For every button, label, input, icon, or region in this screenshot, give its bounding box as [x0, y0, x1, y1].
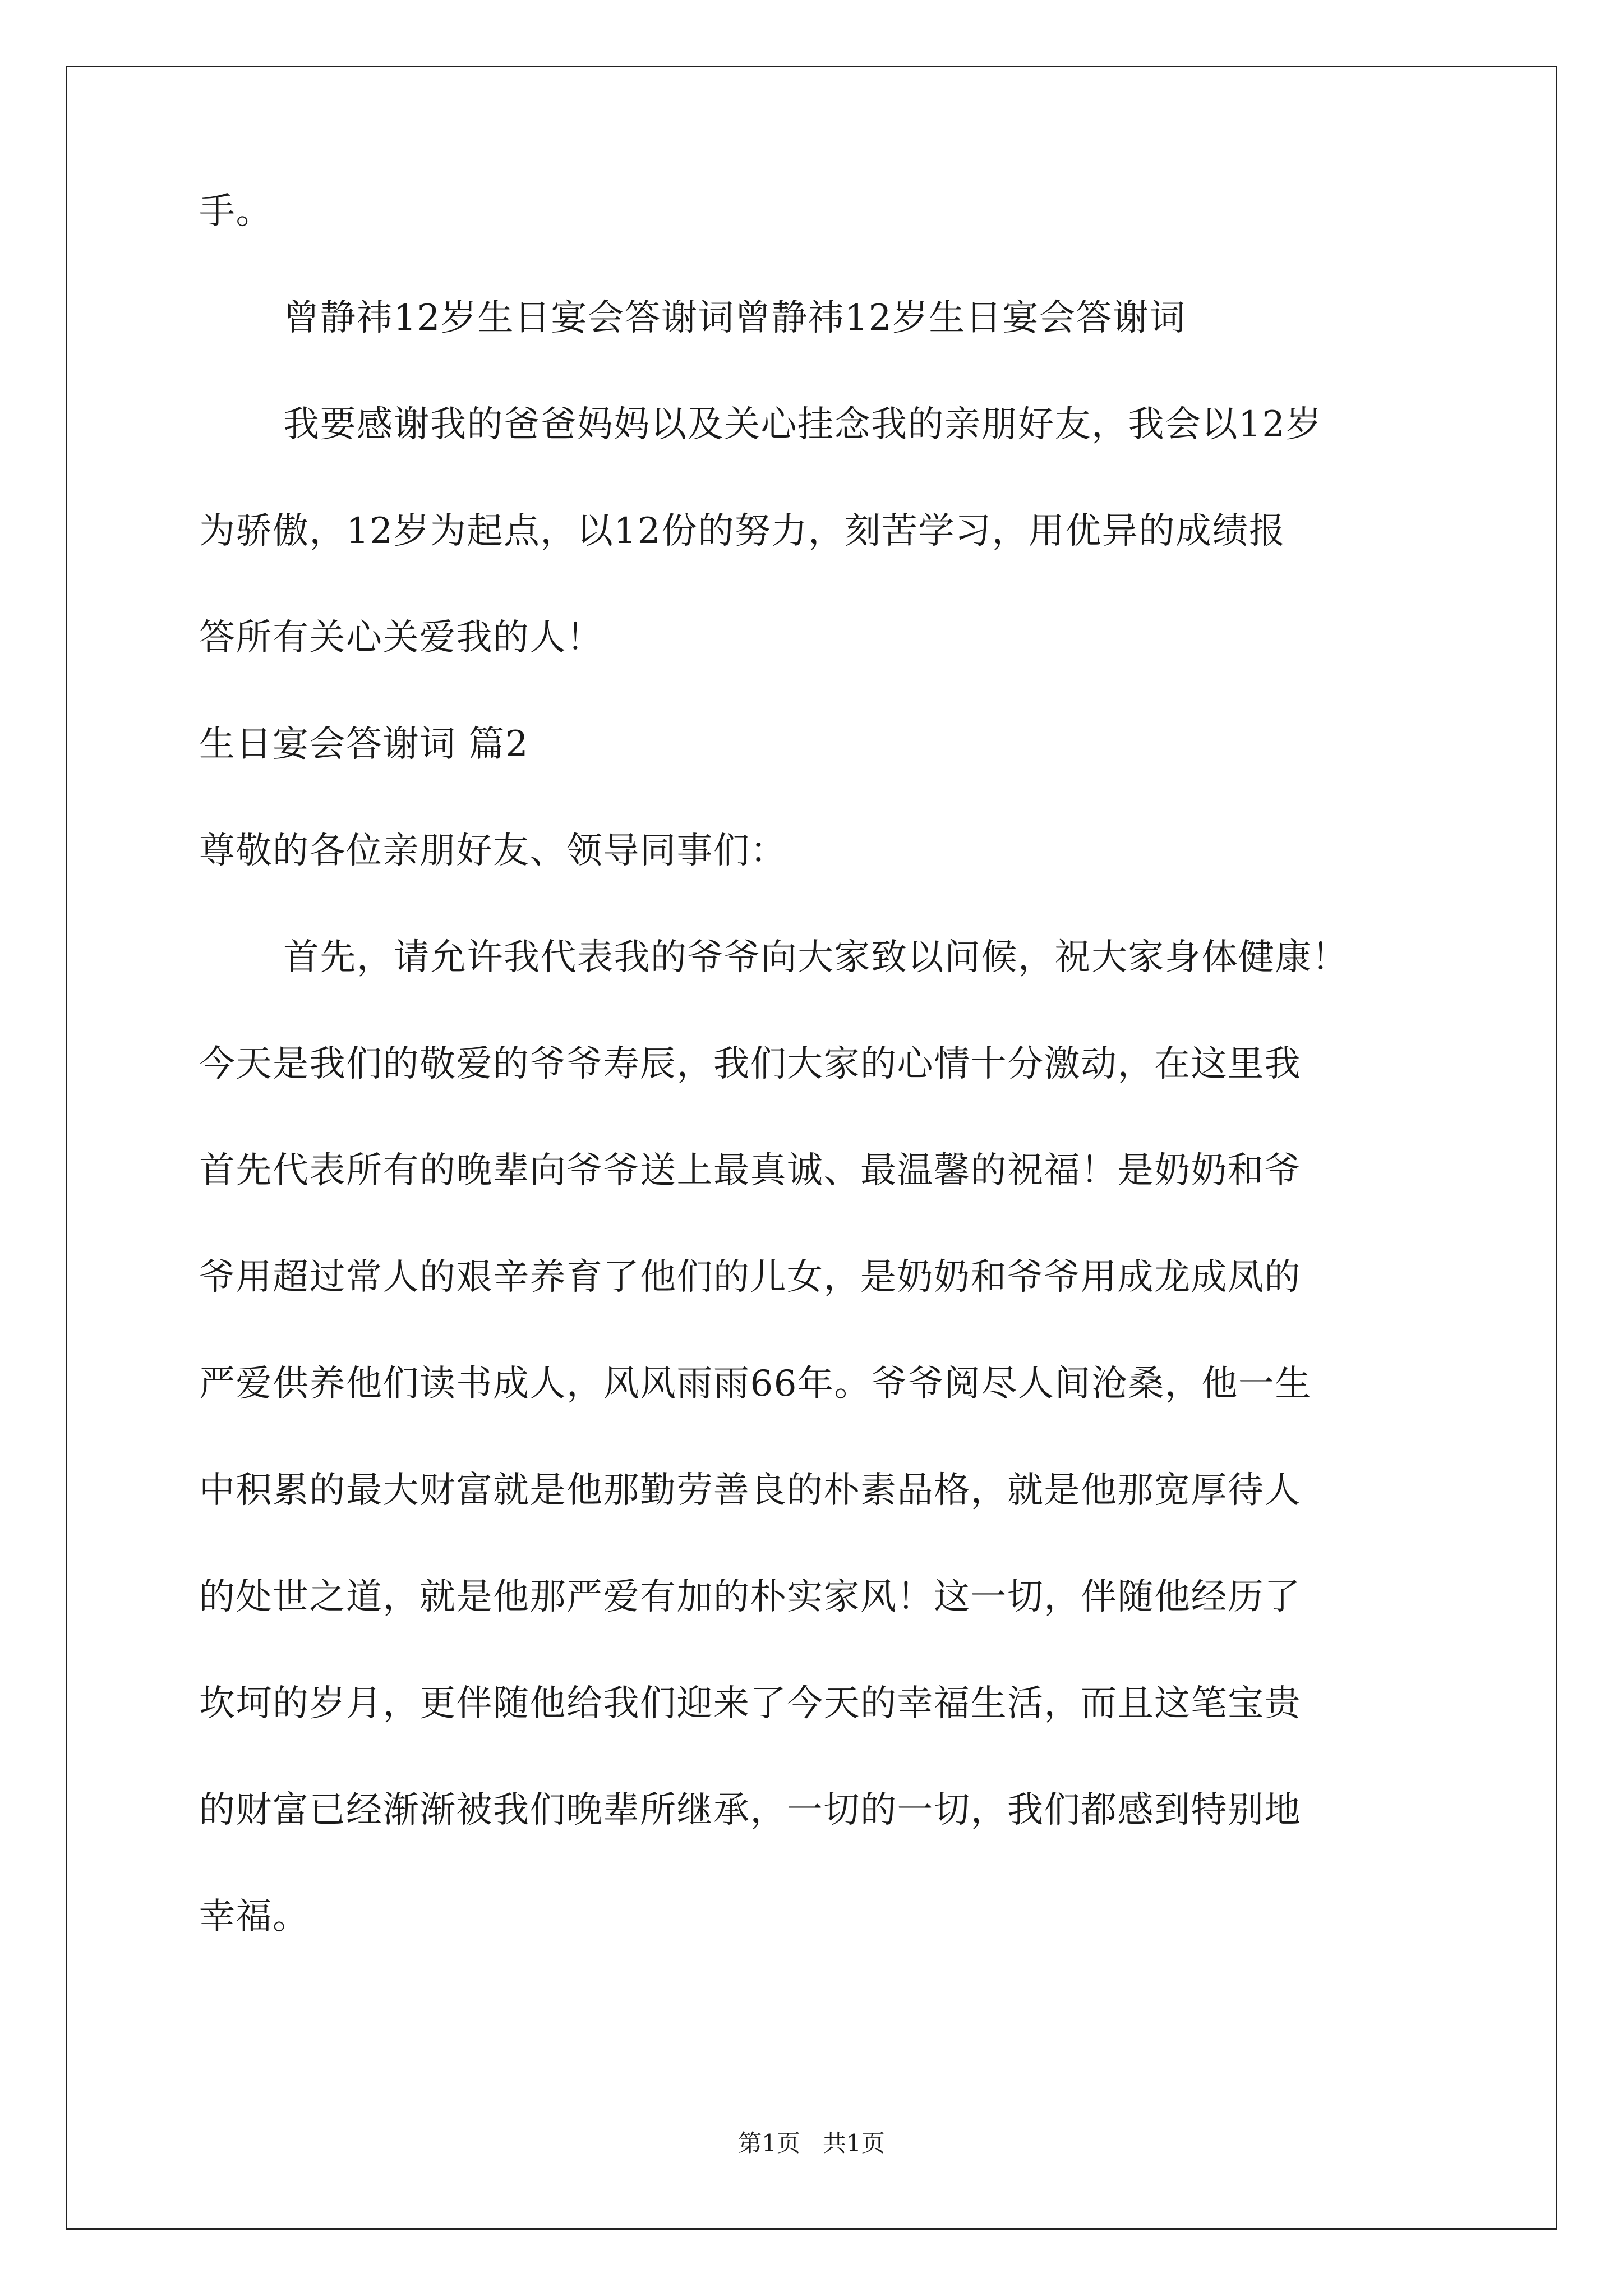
document-body — [199, 191, 1433, 1938]
text-line: 严爱供养他们读书成人，风风雨雨66年。爷爷阅尽人间沧桑，他一生 — [199, 1363, 1312, 1405]
text-line: 为骄傲，12岁为起点，以12份的努力，刻苦学习，用优异的成绩报 — [199, 510, 1286, 552]
text-line: 的财富已经渐渐被我们晚辈所继承，一切的一切，我们都感到特别地 — [199, 1789, 1301, 1831]
section-heading: 生日宴会答谢词 篇2 — [199, 724, 529, 765]
text-line: 爷用超过常人的艰辛养育了他们的儿女，是奶奶和爷爷用成龙成凤的 — [199, 1257, 1301, 1298]
text-line: 首先代表所有的晚辈向爷爷送上最真诚、最温馨的祝福！是奶奶和爷 — [199, 1150, 1301, 1191]
page-number-footer: 第1页 共1页 — [738, 2129, 885, 2157]
text-line: 幸福。 — [199, 1896, 310, 1938]
salutation: 尊敬的各位亲朋好友、领导同事们： — [199, 830, 787, 872]
text-line: 手。 — [199, 191, 273, 232]
text-line: 我要感谢我的爸爸妈妈以及关心挂念我的亲朋好友，我会以12岁 — [283, 404, 1322, 445]
text-line: 中积累的最大财富就是他那勤劳善良的朴素品格，就是他那宽厚待人 — [199, 1470, 1301, 1511]
text-line: 首先，请允许我代表我的爷爷向大家致以问候，祝大家身体健康！ — [283, 937, 1349, 978]
text-line: 曾静祎12岁生日宴会答谢词曾静祎12岁生日宴会答谢词 — [283, 297, 1186, 339]
text-line: 坎坷的岁月，更伴随他给我们迎来了今天的幸福生活，而且这笔宝贵 — [199, 1683, 1301, 1724]
text-line: 答所有关心关爱我的人！ — [199, 617, 603, 659]
text-line: 的处世之道，就是他那严爱有加的朴实家风！这一切，伴随他经历了 — [199, 1576, 1301, 1618]
text-line: 今天是我们的敬爱的爷爷寿辰，我们大家的心情十分激动，在这里我 — [199, 1043, 1301, 1085]
